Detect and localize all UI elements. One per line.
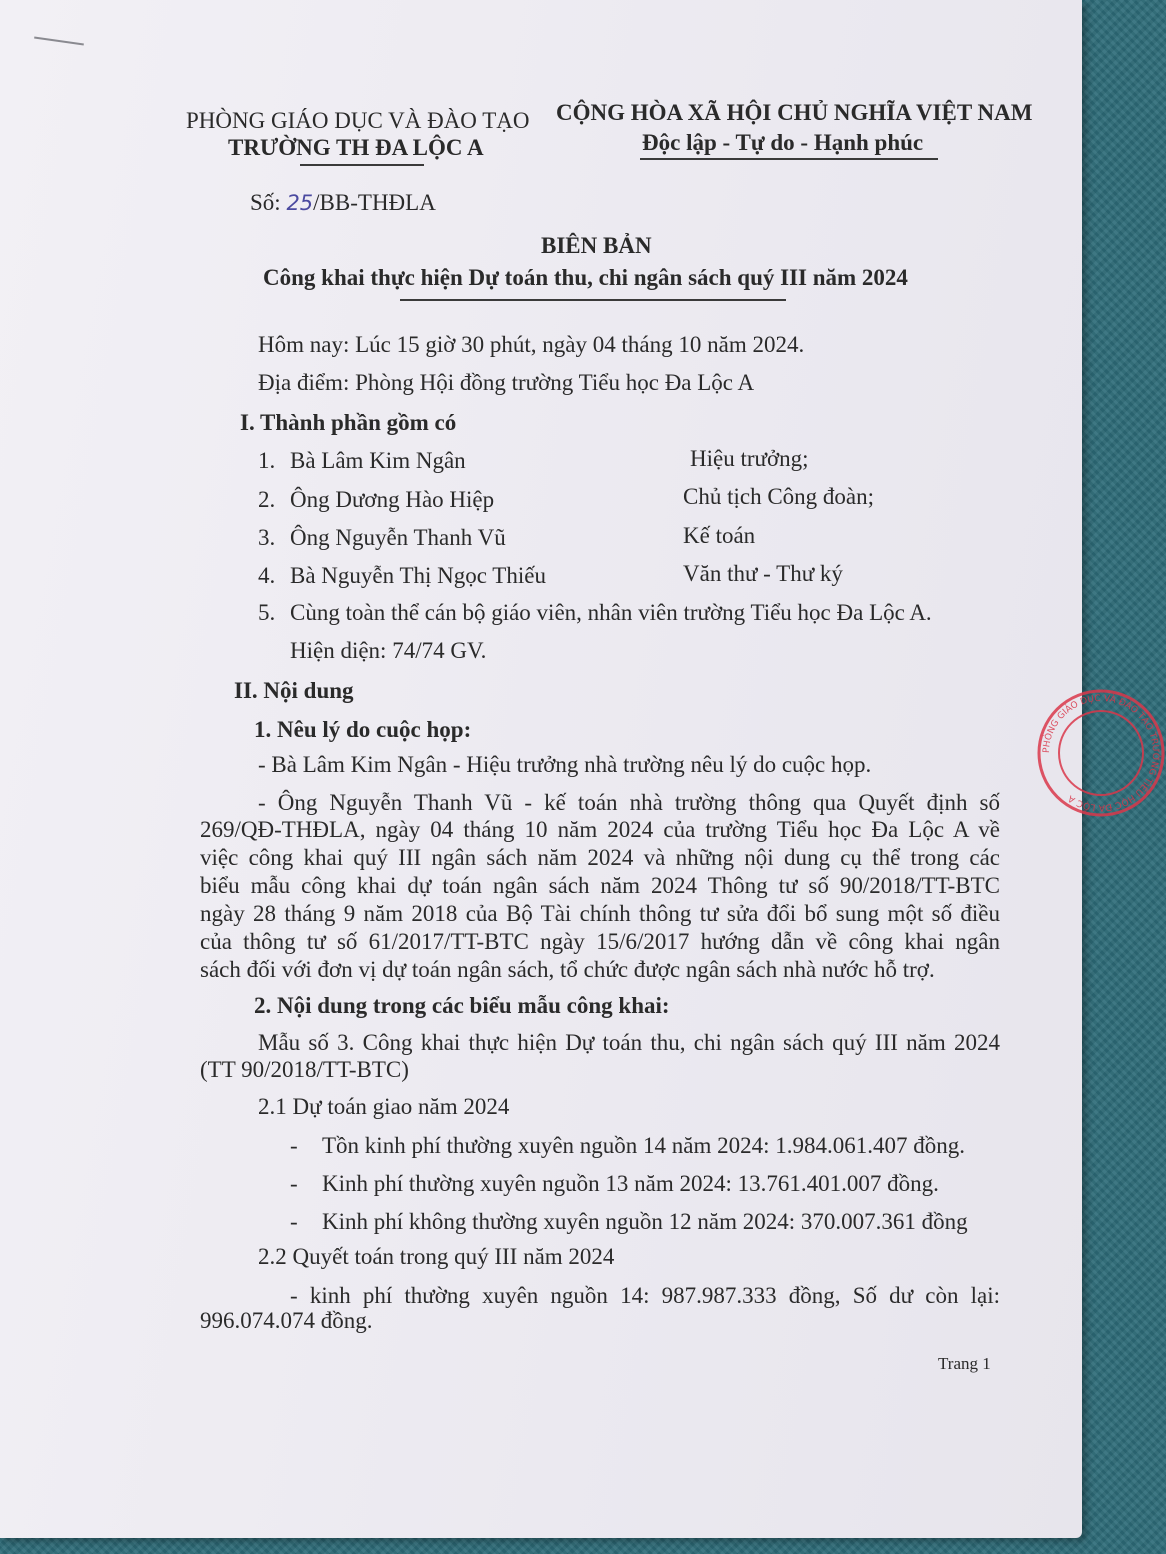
header-department: PHÒNG GIÁO DỤC VÀ ĐÀO TẠO	[186, 108, 530, 133]
member-role: Chủ tịch Công đoàn;	[683, 484, 875, 509]
budget-item: Tồn kinh phí thường xuyên nguồn 14 năm 2024: 1.984.061.407 đồng.	[322, 1133, 966, 1158]
doc-number-prefix: Số:	[250, 190, 287, 215]
header-motto-underline	[640, 158, 938, 160]
member-role: Hiệu trưởng;	[690, 446, 809, 471]
decision-paragraph-line: 269/QĐ-THĐLA, ngày 04 tháng 10 năm 2024 của trường Tiểu học Đa Lộc A về	[200, 817, 1000, 842]
meeting-time: Hôm nay: Lúc 15 giờ 30 phút, ngày 04 tháng 10 năm 2024.	[258, 332, 805, 357]
bullet-dash: -	[290, 1209, 298, 1234]
header-school: TRƯỜNG TH ĐA LỘC A	[228, 135, 484, 160]
subtitle-underline	[400, 299, 786, 301]
doc-number-suffix: /BB-THĐLA	[313, 190, 436, 215]
subsection-2-2-heading: 2.2 Quyết toán trong quý III năm 2024	[258, 1244, 615, 1269]
decision-paragraph-line: ngày 28 tháng 9 năm 2018 của Bộ Tài chính thông tư sửa đổi bổ sung một số điều	[200, 901, 1000, 926]
header-school-underline	[300, 164, 424, 166]
decision-paragraph-line: sách đối với đơn vị dự toán ngân sách, tổ chức được ngân sách nhà nước hỗ trợ.	[200, 957, 935, 982]
form-line: (TT 90/2018/TT-BTC)	[200, 1057, 409, 1082]
attendance: Hiện diện: 74/74 GV.	[290, 638, 487, 663]
decision-paragraph-line: việc công khai quý III ngân sách năm 2024 và những nội dung cụ thể trong các	[200, 845, 1000, 870]
member-name: Bà Lâm Kim Ngân	[290, 448, 466, 473]
member-number: 4.	[258, 563, 276, 588]
member-number: 5.	[258, 600, 276, 625]
document-subtitle: Công khai thực hiện Dự toán thu, chi ngân sách quý III năm 2024	[263, 265, 908, 290]
budget-item: Kinh phí không thường xuyên nguồn 12 năm 2024: 370.007.361 đồng	[322, 1209, 968, 1234]
subsection-1-heading: 1. Nêu lý do cuộc họp:	[254, 717, 472, 742]
member-number: 1.	[258, 448, 276, 473]
decision-paragraph-line: biểu mẫu công khai dự toán ngân sách năm 2024 Thông tư số 90/2018/TT-BTC	[200, 873, 1000, 898]
member-number: 3.	[258, 525, 276, 550]
reason-paragraph: - Bà Lâm Kim Ngân - Hiệu trưởng nhà trường nêu lý do cuộc họp.	[258, 752, 872, 777]
bullet-dash: -	[290, 1133, 298, 1158]
header-motto: Độc lập - Tự do - Hạnh phúc	[642, 130, 924, 155]
member-number: 2.	[258, 487, 276, 512]
document-number	[250, 189, 436, 217]
form-line: Mẫu số 3. Công khai thực hiện Dự toán thu, chi ngân sách quý III năm 2024	[258, 1030, 1000, 1055]
member-role: Kế toán	[683, 523, 756, 548]
member-name: Bà Nguyễn Thị Ngọc Thiếu	[290, 563, 546, 588]
section-2-heading: II. Nội dung	[234, 678, 354, 703]
meeting-place: Địa điểm: Phòng Hội đồng trường Tiểu học Đa Lộc A	[258, 370, 755, 395]
doc-number-handwritten: 25	[286, 191, 314, 215]
decision-paragraph-line: của thông tư số 61/2017/TT-BTC ngày 15/6/2017 hướng dẫn về công khai ngân	[200, 929, 1000, 954]
section-1-heading: I. Thành phần gồm có	[240, 410, 457, 435]
member-name: Ông Dương Hào Hiệp	[290, 487, 495, 512]
stamp-text: PHÒNG GIÁO DỤC VÀ ĐÀO TẠO TRƯỜNG TIỂU HỌC ĐA LỘC A	[1041, 693, 1161, 813]
member-name: Ông Nguyễn Thanh Vũ	[290, 525, 506, 550]
header-country: CỘNG HÒA XÃ HỘI CHỦ NGHĨA VIỆT NAM	[556, 100, 1033, 125]
document-title: BIÊN BẢN	[541, 233, 652, 258]
official-stamp	[1036, 688, 1166, 818]
settlement-line: - kinh phí thường xuyên nguồn 14: 987.987.333 đồng, Số dư còn lại:	[290, 1283, 1000, 1308]
subsection-2-heading: 2. Nội dung trong các biểu mẫu công khai:	[254, 993, 670, 1018]
bullet-dash: -	[290, 1171, 298, 1196]
budget-item: Kinh phí thường xuyên nguồn 13 năm 2024: 13.761.401.007 đồng.	[322, 1171, 939, 1196]
member-role: Văn thư - Thư ký	[683, 561, 843, 586]
decision-paragraph-line: - Ông Nguyễn Thanh Vũ - kế toán nhà trường thông qua Quyết định số	[258, 790, 1000, 815]
page-number: Trang 1	[938, 1354, 991, 1373]
settlement-line: 996.074.074 đồng.	[200, 1308, 373, 1333]
staple-mark	[34, 37, 84, 46]
subsection-2-1-heading: 2.1 Dự toán giao năm 2024	[258, 1094, 510, 1119]
all-staff-item: Cùng toàn thể cán bộ giáo viên, nhân viên trường Tiểu học Đa Lộc A.	[290, 600, 932, 625]
